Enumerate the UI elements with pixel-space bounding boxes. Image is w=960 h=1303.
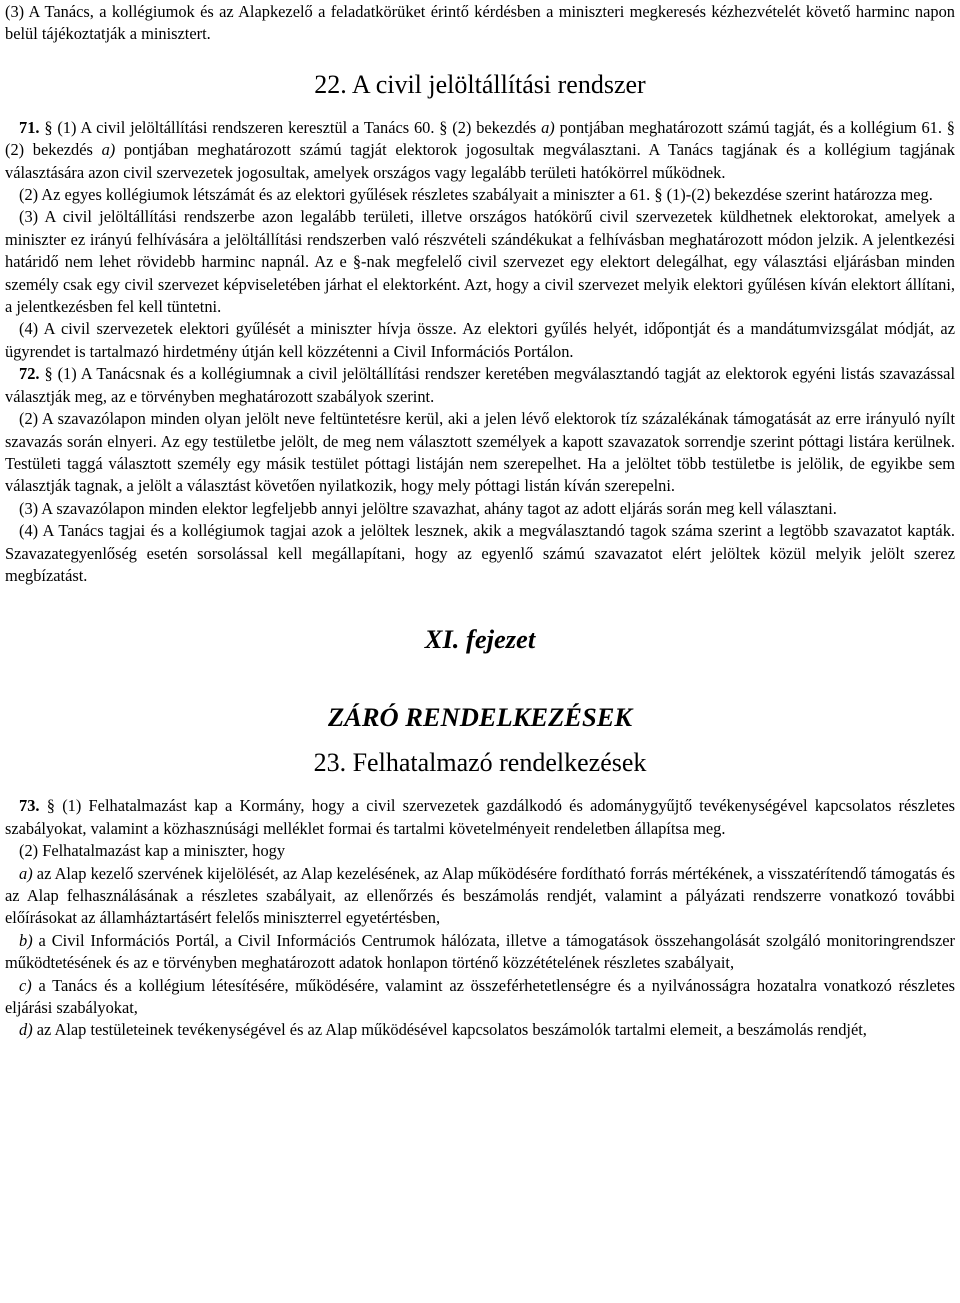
section-71-paragraph-2: (2) Az egyes kollégiumok létszámát és az elektori gyűlések részletes szabályait a miniszter a 61. § (1)-(2) bekezdése szerint határozza meg.	[19, 185, 933, 205]
section-72-paragraph-3: (3) A szavazólapon minden elektor legfeljebb annyi jelöltre szavazhat, ahány tagot az adott eljárás során meg kell választani.	[19, 498, 837, 518]
point-label: c)	[19, 975, 32, 995]
italic-marker: a)	[101, 140, 116, 160]
text-run: pontjában meghatározott számú tagját, és a kollégium 61. § (2) bekezdés	[5, 117, 955, 160]
text-run: a Tanács és a kollégium létesítésére, működésére, valamint az összeférhetetlenségre és a nyilvánosságra hozatalra vonatkozó részletes eljárási szabályokat,	[5, 975, 955, 1017]
section-72-paragraph-2: (2) A szavazólapon minden olyan jelölt neve feltüntetésre kerül, aki a jelen lévő elektorok tíz százalékának támogatását az erre irányuló nyílt szavazás során elnyeri. Az egy testületbe jelölt, de meg nem választott személyek a kapott szavazatok sorrendje szerint póttagi listára kerülnek. Testületi taggá választott személy egy másik testület póttagi listáján nem szerepelhet. Ha a jelöltet több testületbe is jelölik, de egyikbe sem választják tagnak, a jelölt a választást követően nyilatkozik, hogy mely póttagi listán kíván szerepelni.	[5, 409, 955, 496]
section-73-paragraph-2: (2) Felhatalmazást kap a miniszter, hogy	[19, 841, 286, 861]
section-73-point-d	[5, 1019, 955, 1041]
section-73-point-c	[5, 975, 955, 1020]
point-label: a)	[19, 863, 33, 883]
text-run: § (1) Felhatalmazást kap a Kormány, hogy a civil szervezetek gazdálkodó és adománygyűjtő tevékenységével kapcsolatos részletes szabályokat, valamint a közhasznúsági melléklet formai és tartalmi követelményeit rendeletben állapítsa meg.	[5, 796, 955, 838]
paragraph-3-prev: (3) A Tanács, a kollégiumok és az Alapkezelő a feladatkörüket érintő kérdésben a miniszteri megkeresés kézhezvételét követő harminc napon belül tájékoztatják a minisztert.	[5, 2, 955, 44]
section-73-paragraph-1	[5, 795, 955, 840]
section-71-paragraph-1	[5, 117, 955, 184]
section-71-paragraph-3: (3) A civil jelöltállítási rendszerbe azon legalább területi, illetve országos hatókörű civil szervezetek küldhetnek elektorokat, amelyek a miniszter ez irányú felhívására a jelöltállítási rendszerben való részvételi szándékukat a felhívásban meghatározott módon jelzik. A jelentkezési határidő nem lehet rövidebb harminc napnál. Az e §-nak megfelelő civil szervezet egy elektort delegálhat, egy választási eljárásban minden személy csak egy civil szervezet képviseletében járhat el elektorként. Azt, hogy a civil szervezet melyik elektori gyűlésen kíván elektort állítani, a jelentkezésben fel kell tüntetni.	[5, 207, 955, 317]
point-label: b)	[19, 930, 33, 950]
section-number: 73.	[19, 796, 40, 816]
section-number: 72.	[19, 364, 40, 384]
chapter-title: ZÁRÓ RENDELKEZÉSEK	[327, 702, 633, 733]
section-23-title: 23. Felhatalmazó rendelkezések	[313, 748, 647, 778]
point-label: d)	[19, 1020, 33, 1040]
text-run: pontjában meghatározott számú tagját elektorok jogosultak megválasztani. A Tanács tagjának és a kollégium tagjának választására azon civil szervezetek jogosultak, amelyek országos vagy legalább területi hatókörrel működnek.	[5, 140, 955, 182]
italic-marker: a)	[541, 117, 555, 137]
section-22-title: 22. A civil jelöltállítási rendszer	[314, 69, 646, 99]
text-run: az Alap testületeinek tevékenységével és az Alap működésével kapcsolatos beszámolók tartalmi elemeit, a beszámolás rendjét,	[32, 1020, 867, 1040]
section-72-paragraph-1	[5, 363, 955, 408]
section-71-paragraph-4: (4) A civil szervezetek elektori gyűlését a miniszter hívja össze. Az elektori gyűlés helyét, időpontját és a mandátumvizsgálat módját, az ügyrendet is tartalmazó hirdetmény útján kell közzétenni a Civil Információs Portálon.	[5, 319, 955, 361]
section-72-paragraph-4: (4) A Tanács tagjai és a kollégiumok tagjai azok a jelöltek lesznek, akik a megválasztandó tagok száma szerint a legtöbb szavazatot kapták. Szavazategyenlőség esetén sorsolással kell megállapítani, hogy az egyenlő számú szavazatot elért jelöltek közül melyik jelölt szerez megbízatást.	[5, 521, 955, 585]
section-73-point-b	[5, 930, 955, 975]
text-run: az Alap kezelő szervének kijelölését, az Alap kezelésének, az Alap működésére fordítható forrás mértékének, a visszatérítendő támogatás és az Alap felhasználásának a részletes szabályait, az ellenőrzés és beszámolás rendjét, valamint a pályázati rendszerre vonatkozó további előírásokat az államháztartásért felelős miniszterrel egyetértésben,	[5, 863, 955, 928]
text-run: § (1) A Tanácsnak és a kollégiumnak a civil jelöltállítási rendszer keretében megválasztandó tagját az elektorok egyéni listás szavazással választják meg, az e törvényben meghatározott szabályok szerint.	[5, 364, 955, 406]
text-run: § (1) A civil jelöltállítási rendszeren keresztül a Tanács 60. § (2) bekezdés	[39, 117, 542, 137]
section-number: 71.	[19, 117, 40, 137]
text-run: a Civil Információs Portál, a Civil Információs Centrumok hálózata, illetve a támogatások összehangolását szolgáló monitoringrendszer működtetésének és az e törvényben meghatározott adatok honlapon történő közzétételének részletes szabályait,	[5, 930, 955, 973]
chapter-number: XI. fejezet	[424, 624, 536, 655]
section-73-point-a	[5, 863, 955, 930]
